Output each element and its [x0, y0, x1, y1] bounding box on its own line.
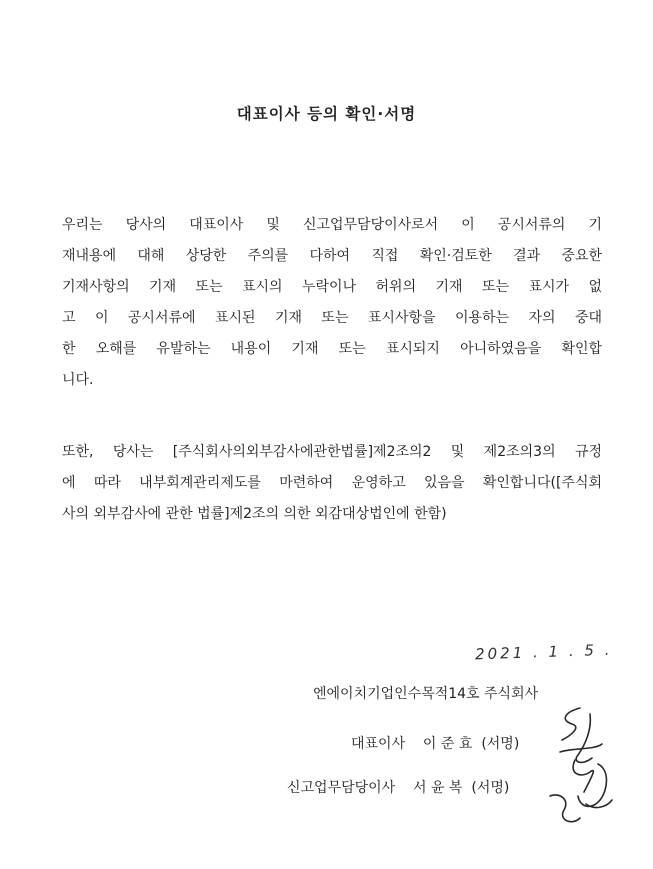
signatory-name: 서 윤 복: [413, 780, 463, 796]
paragraph-line: 우리는 당사의 대표이사 및 신고업무담당이사로서 이 공시서류의 기: [62, 217, 602, 233]
internal-control-paragraph: [62, 437, 602, 530]
document-title: 대표이사 등의 확인·서명: [236, 105, 417, 123]
paragraph-line: 재내용에 대해 상당한 주의를 다하여 직접 확인·검토한 결과 중요한: [62, 248, 602, 264]
paragraph-line: 니다.: [62, 372, 94, 388]
signatory-name: 이 준 효: [422, 736, 473, 752]
paragraph-line: 에 따라 내부회계관리제도를 마련하여 운영하고 있음을 확인합니다([주식회: [62, 475, 602, 491]
handwritten-date: 2021 . 1 . 5 .: [474, 640, 613, 664]
signatory-role: 신고업무담당이사: [287, 780, 396, 796]
signature-label: (서명): [471, 780, 510, 796]
signature-label: (서명): [481, 736, 520, 752]
signatory-role: 대표이사: [351, 736, 406, 752]
paragraph-line: 고 이 공시서류에 표시된 기재 또는 표시사항을 이용하는 자의 중대: [62, 310, 602, 326]
handwritten-signature-icon: [520, 700, 620, 840]
paragraph-line: 한 오해를 유발하는 내용이 기재 또는 표시되지 아니하였음을 확인합: [62, 341, 602, 357]
company-name: 엔에이치기업인수목적14호 주식회사: [313, 686, 539, 702]
paragraph-line: 또한, 당사는 [주식회사의외부감사에관한법률]제2조의2 및 제2조의3의 규정: [62, 444, 602, 460]
confirmation-paragraph: [62, 210, 602, 396]
reporting-director-signature-row: [287, 777, 509, 797]
ceo-signature-row: [351, 733, 519, 753]
paragraph-line: 사의 외부감사에 관한 법률]제2조의 의한 외감대상법인에 한함): [62, 506, 447, 522]
paragraph-line: 기재사항의 기재 또는 표시의 누락이나 허위의 기재 또는 표시가 없: [62, 279, 602, 295]
